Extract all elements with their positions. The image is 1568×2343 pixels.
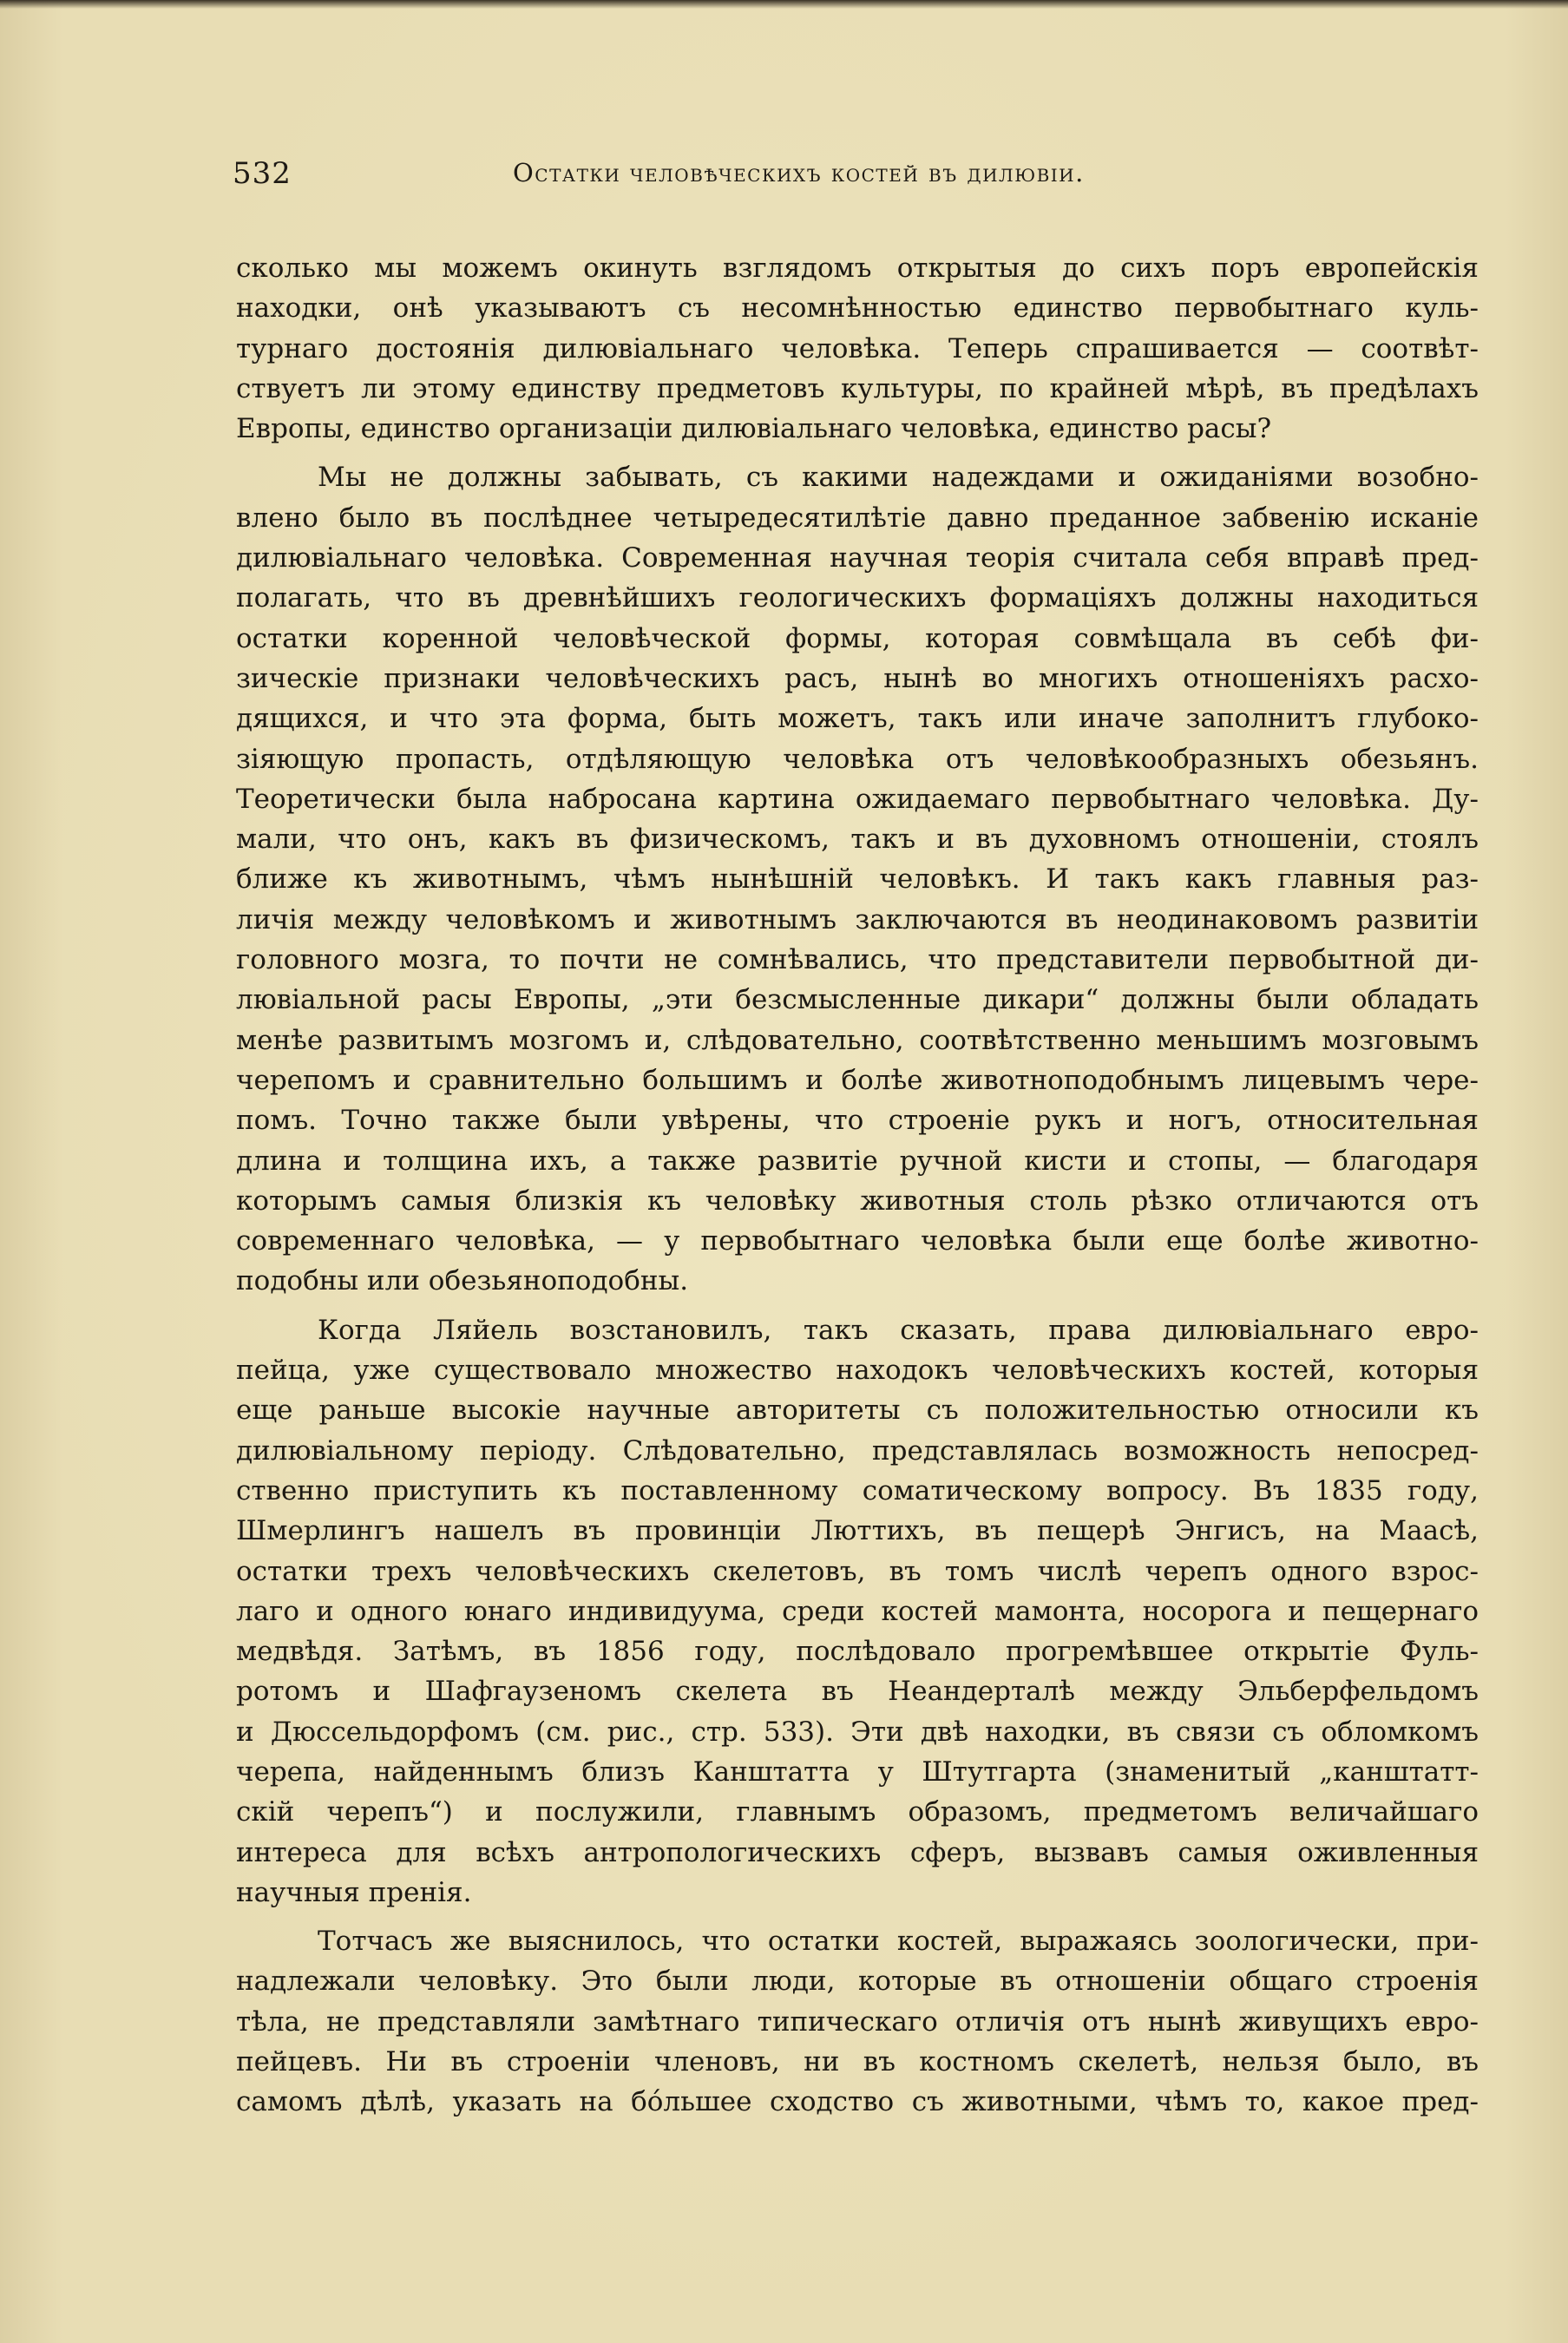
text-line: остатки коренной человѣческой формы, которая совмѣщала въ себѣ фи- xyxy=(236,622,1479,654)
text-line: подобны или обезьяноподобны. xyxy=(236,1265,689,1297)
text-line: медвѣдя. Затѣмъ, въ 1856 году, послѣдовало прогремѣвшее открытіе Фуль- xyxy=(236,1636,1479,1668)
text-line: надлежали человѣку. Это были люди, которые въ отношеніи общаго строенія xyxy=(236,1966,1479,1998)
text-line: мали, что онъ, какъ въ физическомъ, такъ и въ духовномъ отношеніи, стоялъ xyxy=(236,824,1479,856)
text-line: менѣе развитымъ мозгомъ и, слѣдовательно, соотвѣтственно меньшимъ мозговымъ xyxy=(236,1024,1479,1056)
running-title: Остатки человѣческихъ костей въ дилювіи. xyxy=(513,158,1085,187)
text-line: дящихся, и что эта форма, быть можетъ, такъ или иначе заполнитъ глубоко- xyxy=(236,703,1479,735)
text-line: зическіе признаки человѣческихъ расъ, нынѣ во многихъ отношеніяхъ расхо- xyxy=(236,662,1479,694)
text-line: лювіальной расы Европы, „эти безсмысленные дикари“ должны были обладать xyxy=(236,984,1479,1016)
text-line: полагать, что въ древнѣйшихъ геологическихъ формаціяхъ должны находиться xyxy=(236,582,1479,614)
paragraph xyxy=(236,1921,1479,2122)
text-line: головного мозга, то почти не сомнѣвались, что представители первобытной ди- xyxy=(236,944,1479,976)
text-line: которымъ самыя близкія къ человѣку животныя столь рѣзко отличаются отъ xyxy=(236,1185,1479,1217)
page-header xyxy=(233,156,1213,208)
text-line: ближе къ животнымъ, чѣмъ нынѣшній человѣкъ. И такъ какъ главныя раз- xyxy=(236,863,1479,896)
text-line: турнаго достоянія дилювіальнаго человѣка. Теперь спрашивается — соотвѣт- xyxy=(236,332,1479,364)
text-line: дилювіальному періоду. Слѣдовательно, представлялась возможность непосред- xyxy=(236,1434,1479,1467)
text-line: пейцевъ. Ни въ строеніи членовъ, ни въ костномъ скелетѣ, нельзя было, въ xyxy=(236,2046,1479,2078)
text-line: Когда Ляйель возстановилъ, такъ сказать, права дилювіальнаго евро- xyxy=(318,1314,1479,1346)
text-line: находки, онѣ указываютъ съ несомнѣнностью единство первобытнаго куль- xyxy=(236,292,1479,325)
text-line: пейца, уже существовало множество находокъ человѣческихъ костей, которыя xyxy=(236,1355,1479,1387)
text-line: научныя пренія. xyxy=(236,1876,472,1908)
text-line: Теоретически была набросана картина ожидаемаго первобытнаго человѣка. Ду- xyxy=(236,783,1479,815)
text-line: лаго и одного юнаго индивидуума, среди костей мамонта, носорога и пещернаго xyxy=(236,1595,1479,1627)
page-number: 532 xyxy=(233,156,292,191)
paragraph xyxy=(236,457,1479,1301)
paragraph xyxy=(236,248,1479,449)
text-line: скій черепъ“) и послужили, главнымъ образомъ, предметомъ величайшаго xyxy=(236,1796,1479,1828)
page-top-edge xyxy=(0,0,1568,9)
text-line: и Дюссельдорфомъ (см. рис., стр. 533). Эти двѣ находки, въ связи съ обломкомъ xyxy=(236,1716,1479,1748)
text-line: личія между человѣкомъ и животнымъ заключаются въ неодинаковомъ развитіи xyxy=(236,903,1479,935)
text-line: сколько мы можемъ окинуть взглядомъ открытыя до сихъ поръ европейскія xyxy=(236,253,1479,284)
text-line: Тотчасъ же выяснилось, что остатки костей, выражаясь зоологически, при- xyxy=(318,1926,1479,1958)
text-line: остатки трехъ человѣческихъ скелетовъ, въ томъ числѣ черепъ одного взрос- xyxy=(236,1555,1479,1587)
text-line: еще раньше высокіе научные авторитеты съ положительностью относили къ xyxy=(236,1395,1479,1427)
text-line: длина и толщина ихъ, а также развитіе ручной кисти и стопы, — благодаря xyxy=(236,1145,1479,1177)
text-line: ствуетъ ли этому единству предметовъ культуры, по крайней мѣрѣ, въ предѣлахъ xyxy=(236,372,1479,404)
text-line: современнаго человѣка, — у первобытнаго человѣка были еще болѣе животно- xyxy=(236,1225,1479,1257)
text-line: ротомъ и Шафгаузеномъ скелета въ Неандерталѣ между Эльберфельдомъ xyxy=(236,1676,1479,1708)
text-line: дилювіальнаго человѣка. Современная научная теорія считала себя вправѣ пред- xyxy=(236,542,1479,574)
text-line: Шмерлингъ нашелъ въ провинціи Люттихъ, въ пещерѣ Энгисъ, на Маасѣ, xyxy=(236,1515,1479,1547)
text-line: Мы не должны забывать, съ какими надеждами и ожиданіями возобно- xyxy=(318,462,1479,494)
text-line: черепомъ и сравнительно большимъ и болѣе животноподобнымъ лицевымъ чере- xyxy=(236,1064,1479,1096)
text-line: самомъ дѣлѣ, указать на бо́льшее сходство съ животными, чѣмъ то, какое пред- xyxy=(236,2086,1479,2118)
text-line: черепа, найденнымъ близъ Канштатта у Штутгарта (знаменитый „канштатт- xyxy=(236,1756,1479,1788)
text-line: Европы, единство организаціи дилювіальнаго человѣка, единство расы? xyxy=(236,413,1272,445)
paragraph xyxy=(236,1310,1479,1913)
text-line: зіяющую пропасть, отдѣляющую человѣка отъ человѣкообразныхъ обезьянъ. xyxy=(236,743,1479,775)
text-line: помъ. Точно также были увѣрены, что строеніе рукъ и ногъ, относительная xyxy=(236,1105,1479,1137)
text-line: тѣла, не представляли замѣтнаго типическаго отличія отъ нынѣ живущихъ евро- xyxy=(236,2005,1479,2038)
text-line: ственно приступить къ поставленному соматическому вопросу. Въ 1835 году, xyxy=(236,1474,1479,1506)
text-line: влено было въ послѣднее четыредесятилѣтіе давно преданное забвенію исканіе xyxy=(236,502,1479,534)
body-text xyxy=(236,248,1479,2131)
text-line: интереса для всѣхъ антропологическихъ сферъ, вызвавъ самыя оживленныя xyxy=(236,1836,1479,1868)
